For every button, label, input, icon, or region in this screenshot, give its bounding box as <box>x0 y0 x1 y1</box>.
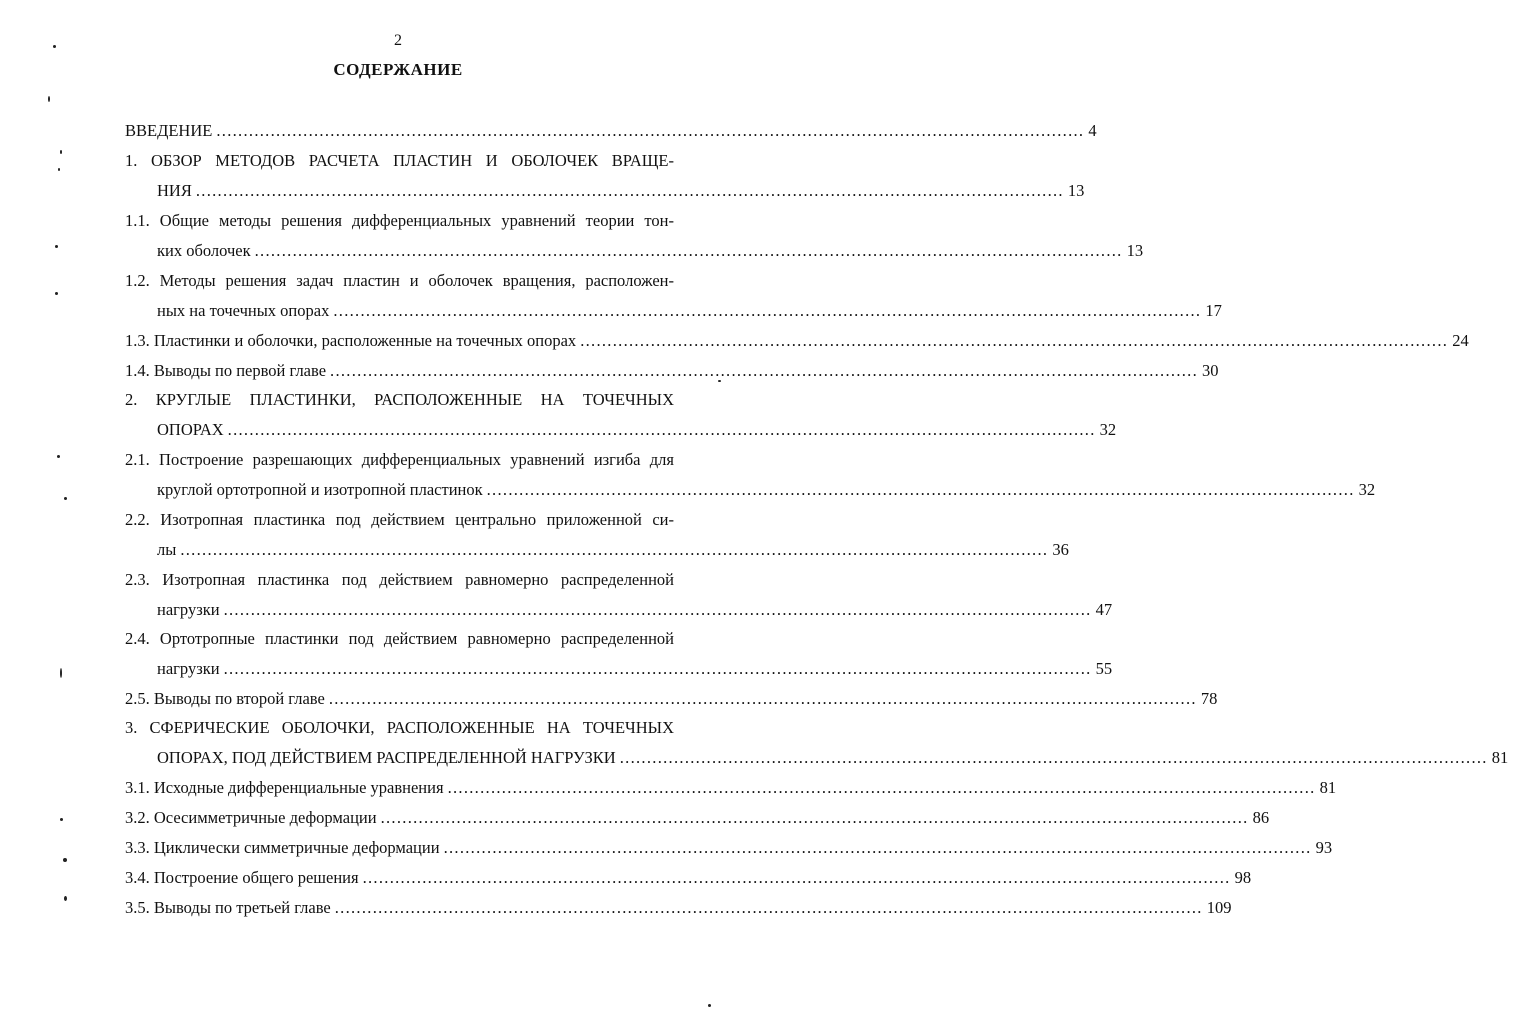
toc-page-number: 78 <box>1200 689 1218 708</box>
toc-dot-leader: ................................................................................................................................................................ <box>330 361 1199 380</box>
page-title: СОДЕРЖАНИЕ <box>333 60 463 79</box>
toc-dot-leader: ................................................................................................................................................................ <box>486 480 1355 499</box>
scan-speck <box>63 858 67 862</box>
toc-page-number: 13 <box>1067 181 1085 200</box>
toc-page-number: 17 <box>1205 301 1222 320</box>
scan-speck <box>64 497 67 500</box>
toc-entry-title: нагрузки <box>157 659 220 678</box>
toc-dot-leader: ................................................................................................................................................................ <box>443 838 1312 857</box>
toc-entry-s1_3-line-1 <box>125 331 1469 353</box>
toc-dot-leader: ................................................................................................................................................................ <box>223 600 1092 619</box>
toc-entry-ch3-line-2 <box>157 748 1509 770</box>
toc-entry-s1_1-line-1: 1.1. Общие методы решения дифференциальных уравнений теории тон- <box>125 211 674 230</box>
toc-page-number: 4 <box>1088 121 1097 140</box>
toc-dot-leader: ................................................................................................................................................................ <box>254 241 1123 260</box>
toc-entry-s2_4-line-1: 2.4. Ортотропные пластинки под действием равномерно распределенной <box>125 629 674 648</box>
scan-speck <box>48 96 50 102</box>
toc-dot-leader: ................................................................................................................................................................ <box>334 898 1203 917</box>
toc-page-number: 24 <box>1452 331 1469 350</box>
toc-entry-s2_2-line-2 <box>157 540 1069 562</box>
toc-entry-title: 3.1. Исходные дифференциальные уравнения <box>125 778 444 797</box>
toc-dot-leader: ................................................................................................................................................................ <box>227 420 1096 439</box>
toc-page-number: 32 <box>1358 480 1376 499</box>
toc-entry-intro-line-1 <box>125 121 1097 143</box>
toc-entry-ch1-line-1: 1. ОБЗОР МЕТОДОВ РАСЧЕТА ПЛАСТИН И ОБОЛОЧЕК ВРАЩЕ- <box>125 151 674 170</box>
toc-entry-title: ОПОРАХ, ПОД ДЕЙСТВИЕМ РАСПРЕДЕЛЕННОЙ НАГРУЗКИ <box>157 748 616 767</box>
toc-entry-s2_1-line-2 <box>157 480 1376 502</box>
toc-entry-title: 3.5. Выводы по третьей главе <box>125 898 331 917</box>
toc-entry-ch1-line-2 <box>157 181 1085 203</box>
toc-page-number: 32 <box>1099 420 1117 439</box>
toc-entry-title: ких оболочек <box>157 241 251 260</box>
toc-entry-s2_3-line-1: 2.3. Изотропная пластинка под действием равномерно распределенной <box>125 570 674 589</box>
toc-entry-title: 3.2. Осесимметричные деформации <box>125 808 377 827</box>
scan-speck <box>53 45 56 48</box>
toc-entry-title: ных на точечных опорах <box>157 301 330 320</box>
toc-page-number: 36 <box>1052 540 1069 559</box>
toc-entry-title: ОПОРАХ <box>157 420 224 439</box>
toc-entry-s3_5-line-1 <box>125 898 1232 920</box>
toc-dot-leader: ................................................................................................................................................................ <box>195 181 1064 200</box>
scan-speck <box>55 245 58 248</box>
toc-entry-title: нагрузки <box>157 600 220 619</box>
toc-page-number: 13 <box>1126 241 1144 260</box>
toc-page-number: 93 <box>1315 838 1333 857</box>
toc-page-number: 109 <box>1206 898 1232 917</box>
scan-speck <box>60 818 63 821</box>
toc-page-number: 86 <box>1252 808 1270 827</box>
scan-speck <box>718 380 721 382</box>
toc-entry-ch3-line-1: 3. СФЕРИЧЕСКИЕ ОБОЛОЧКИ, РАСПОЛОЖЕННЫЕ НА ТОЧЕЧНЫХ <box>125 718 674 737</box>
toc-entry-title: 1.3. Пластинки и оболочки, расположенные на точечных опорах <box>125 331 577 350</box>
toc-entry-s2_1-line-1: 2.1. Построение разрешающих дифференциальных уравнений изгиба для <box>125 450 674 469</box>
toc-page-number: 81 <box>1491 748 1509 767</box>
scan-speck <box>64 896 67 901</box>
toc-entry-s1_2-line-2 <box>157 301 1222 323</box>
toc-page-number: 47 <box>1095 600 1113 619</box>
toc-entry-s1_2-line-1: 1.2. Методы решения задач пластин и оболочек вращения, расположен- <box>125 271 674 290</box>
toc-entry-title: круглой ортотропной и изотропной пластинок <box>157 480 483 499</box>
toc-dot-leader: ................................................................................................................................................................ <box>223 659 1092 678</box>
toc-page-number: 30 <box>1202 361 1219 380</box>
toc-entry-title: ВВЕДЕНИЕ <box>125 121 213 140</box>
toc-entry-s3_2-line-1 <box>125 808 1270 830</box>
toc-entry-s1_1-line-2 <box>157 241 1144 263</box>
toc-dot-leader: ................................................................................................................................................................ <box>619 748 1488 767</box>
toc-page-number: 81 <box>1319 778 1337 797</box>
toc-dot-leader: ................................................................................................................................................................ <box>362 868 1231 887</box>
toc-entry-s3_4-line-1 <box>125 868 1252 890</box>
toc-entry-s2_4-line-2 <box>157 659 1113 681</box>
toc-dot-leader: ................................................................................................................................................................ <box>380 808 1249 827</box>
toc-dot-leader: ................................................................................................................................................................ <box>180 540 1049 559</box>
toc-entry-s1_4-line-1 <box>125 361 1219 383</box>
toc-entry-s3_1-line-1 <box>125 778 1337 800</box>
toc-page-number: 98 <box>1234 868 1252 887</box>
toc-dot-leader: ................................................................................................................................................................ <box>580 331 1449 350</box>
toc-entry-s2_5-line-1 <box>125 689 1218 711</box>
toc-dot-leader: ................................................................................................................................................................ <box>333 301 1202 320</box>
toc-entry-title: 3.3. Циклически симметричные деформации <box>125 838 440 857</box>
toc-entry-title: лы <box>157 540 177 559</box>
toc-entry-title: 3.4. Построение общего решения <box>125 868 359 887</box>
scan-speck <box>58 168 60 171</box>
scan-speck <box>60 150 62 154</box>
toc-dot-leader: ................................................................................................................................................................ <box>447 778 1316 797</box>
toc-dot-leader: ................................................................................................................................................................ <box>328 689 1197 708</box>
toc-entry-ch2-line-2 <box>157 420 1117 442</box>
toc-dot-leader: ................................................................................................................................................................ <box>216 121 1085 140</box>
toc-page-number: 55 <box>1095 659 1113 678</box>
scan-speck <box>60 668 62 678</box>
toc-entry-title: 2.5. Выводы по второй главе <box>125 689 325 708</box>
toc-entry-title: 1.4. Выводы по первой главе <box>125 361 327 380</box>
toc-entry-ch2-line-1: 2. КРУГЛЫЕ ПЛАСТИНКИ, РАСПОЛОЖЕННЫЕ НА ТОЧЕЧНЫХ <box>125 390 674 409</box>
toc-entry-title: НИЯ <box>157 181 192 200</box>
page-number: 2 <box>394 32 402 49</box>
toc-entry-s3_3-line-1 <box>125 838 1333 860</box>
toc-entry-s2_2-line-1: 2.2. Изотропная пластинка под действием центрально приложенной си- <box>125 510 674 529</box>
toc-entry-s2_3-line-2 <box>157 600 1113 622</box>
scan-speck <box>55 292 58 295</box>
scan-speck <box>708 1004 711 1007</box>
scan-speck <box>57 455 60 458</box>
